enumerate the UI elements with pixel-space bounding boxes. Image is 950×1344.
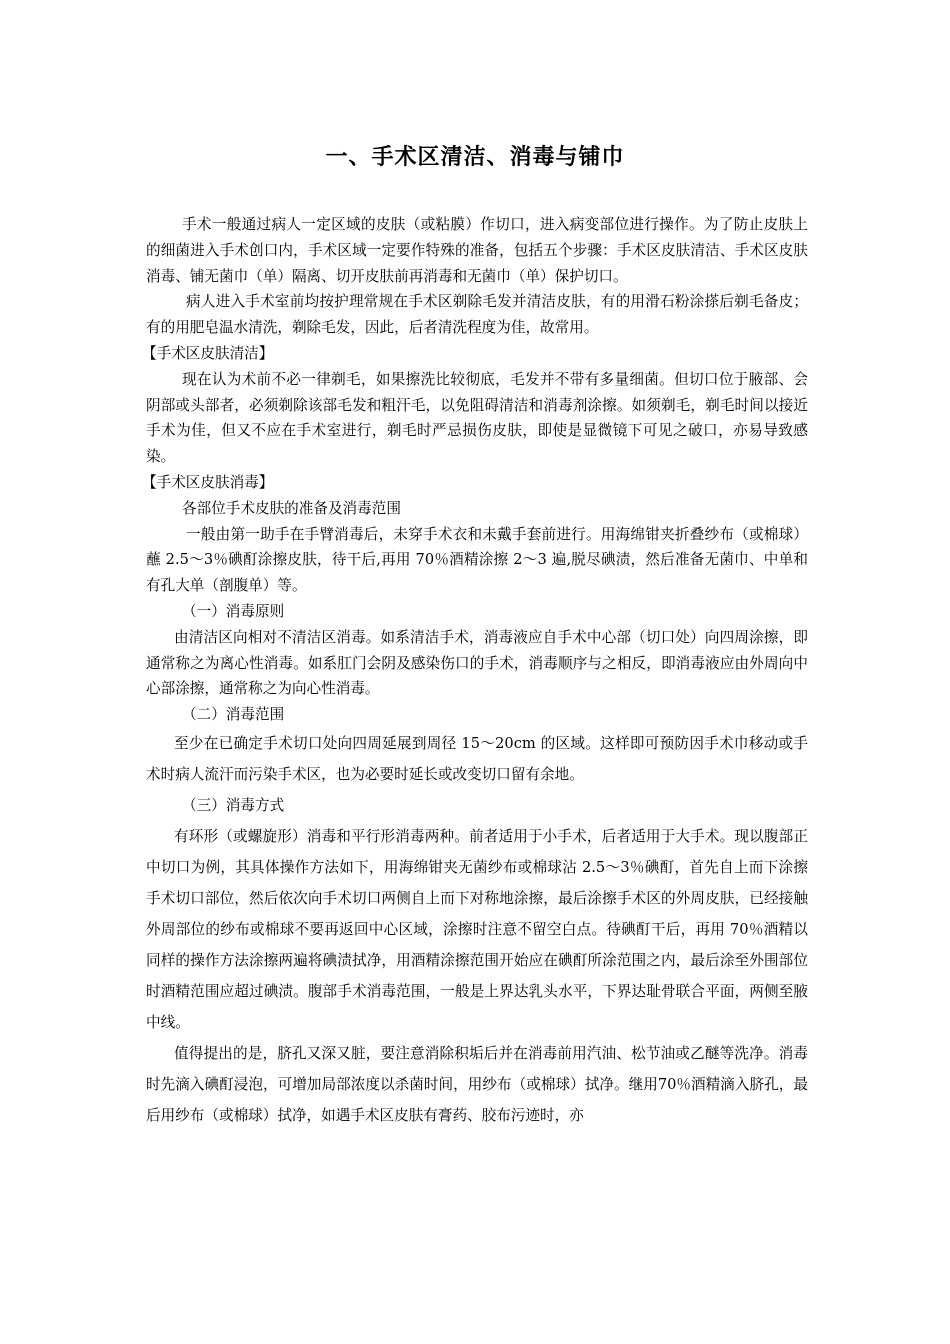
section-heading: 【手术区皮肤清洁】: [142, 344, 274, 362]
paragraph: （一）消毒原则: [182, 602, 285, 620]
paragraph: 一般由第一助手在手臂消毒后，未穿手术衣和未戴手套前进行。用海绵钳夹折叠纱布（或棉球）蘸 2.5～3％碘酊涂擦皮肤，待干后,再用 70％酒精涂擦 2～3 遍,脱尽碘渍，然后准备无菌巾、中单和有孔大单（剖腹单）等。: [146, 525, 808, 595]
paragraph: 各部位手术皮肤的准备及消毒范围: [182, 499, 401, 517]
paragraph: 有环形（或螺旋形）消毒和平行形消毒两种。前者适用于小手术，后者适用于大手术。现以腹部正中切口为例，其具体操作方法如下，用海绵钳夹无菌纱布或棉球沾 2.5～3％碘酊，首先自上而下涂擦手术切口部位，然后依次向手术切口两侧自上而下对称地涂擦，最后涂擦手术区的外周皮肤，已经接触外周部位的纱布或棉球不要再返回中心区域，涂擦时注意不留空白点。待碘酊干后，再用 70％酒精以同样的操作方法涂擦两遍将碘渍拭净，用酒精涂擦范围开始应在碘酊所涂范围之内，最后涂至外围部位时酒精范围应超过碘渍。腹部手术消毒范围，一般是上界达乳头水平，下界达耻骨联合平面，两侧至腋中线。: [146, 827, 808, 1031]
page-title: 一、手术区清洁、消毒与铺巾: [325, 145, 625, 170]
paragraph: 现在认为术前不必一律剃毛，如果擦洗比较彻底，毛发并不带有多量细菌。但切口位于腋部、会阴部或头部者，必须剃除该部毛发和粗汗毛，以免阻碍清洁和消毒剂涂擦。如须剃毛，剃毛时间以接近手术为佳，但又不应在手术室进行，剃毛时严忌损伤皮肤，即使是显微镜下可见之破口，亦易导致感染。: [146, 370, 808, 466]
document-body: [142, 212, 808, 1131]
paragraph: 手术一般通过病人一定区域的皮肤（或粘膜）作切口，进入病变部位进行操作。为了防止皮肤上的细菌进入手术创口内，手术区域一定要作特殊的准备，包括五个步骤：手术区皮肤清洁、手术区皮肤消毒、铺无菌巾（单）隔离、切开皮肤前再消毒和无菌巾（单）保护切口。: [146, 216, 808, 285]
paragraph: 病人进入手术室前均按护理常规在手术区剃除毛发并清洁皮肤，有的用滑石粉涂搽后剃毛备皮；有的用肥皂温水清洗，剃除毛发，因此，后者清洗程度为佳，故常用。: [146, 293, 808, 337]
section-heading: 【手术区皮肤消毒】: [142, 473, 274, 491]
paragraph: 值得提出的是，脐孔又深又脏，要注意消除积垢后并在消毒前用汽油、松节油或乙醚等洗净。消毒时先滴入碘酊浸泡，可增加局部浓度以杀菌时间，用纱布（或棉球）拭净。继用70％酒精滴入脐孔，最后用纱布（或棉球）拭净，如遇手术区皮肤有膏药、胶布污迹时，亦: [146, 1044, 808, 1124]
paragraph: （二）消毒范围: [182, 706, 285, 724]
paragraph: 至少在已确定手术切口处向四周延展到周径 15～20cm 的区域。这样即可预防因手术巾移动或手术时病人流汗而污染手术区，也为必要时延长或改变切口留有余地。: [146, 734, 808, 783]
paragraph: 由清洁区向相对不清洁区消毒。如系清洁手术，消毒液应自手术中心部（切口处）向四周涂擦，即通常称之为离心性消毒。如系肛门会阴及感染伤口的手术，消毒顺序与之相反，即消毒液应由外周向中心部涂擦，通常称之为向心性消毒。: [146, 628, 808, 698]
paragraph: （三）消毒方式: [182, 796, 285, 814]
